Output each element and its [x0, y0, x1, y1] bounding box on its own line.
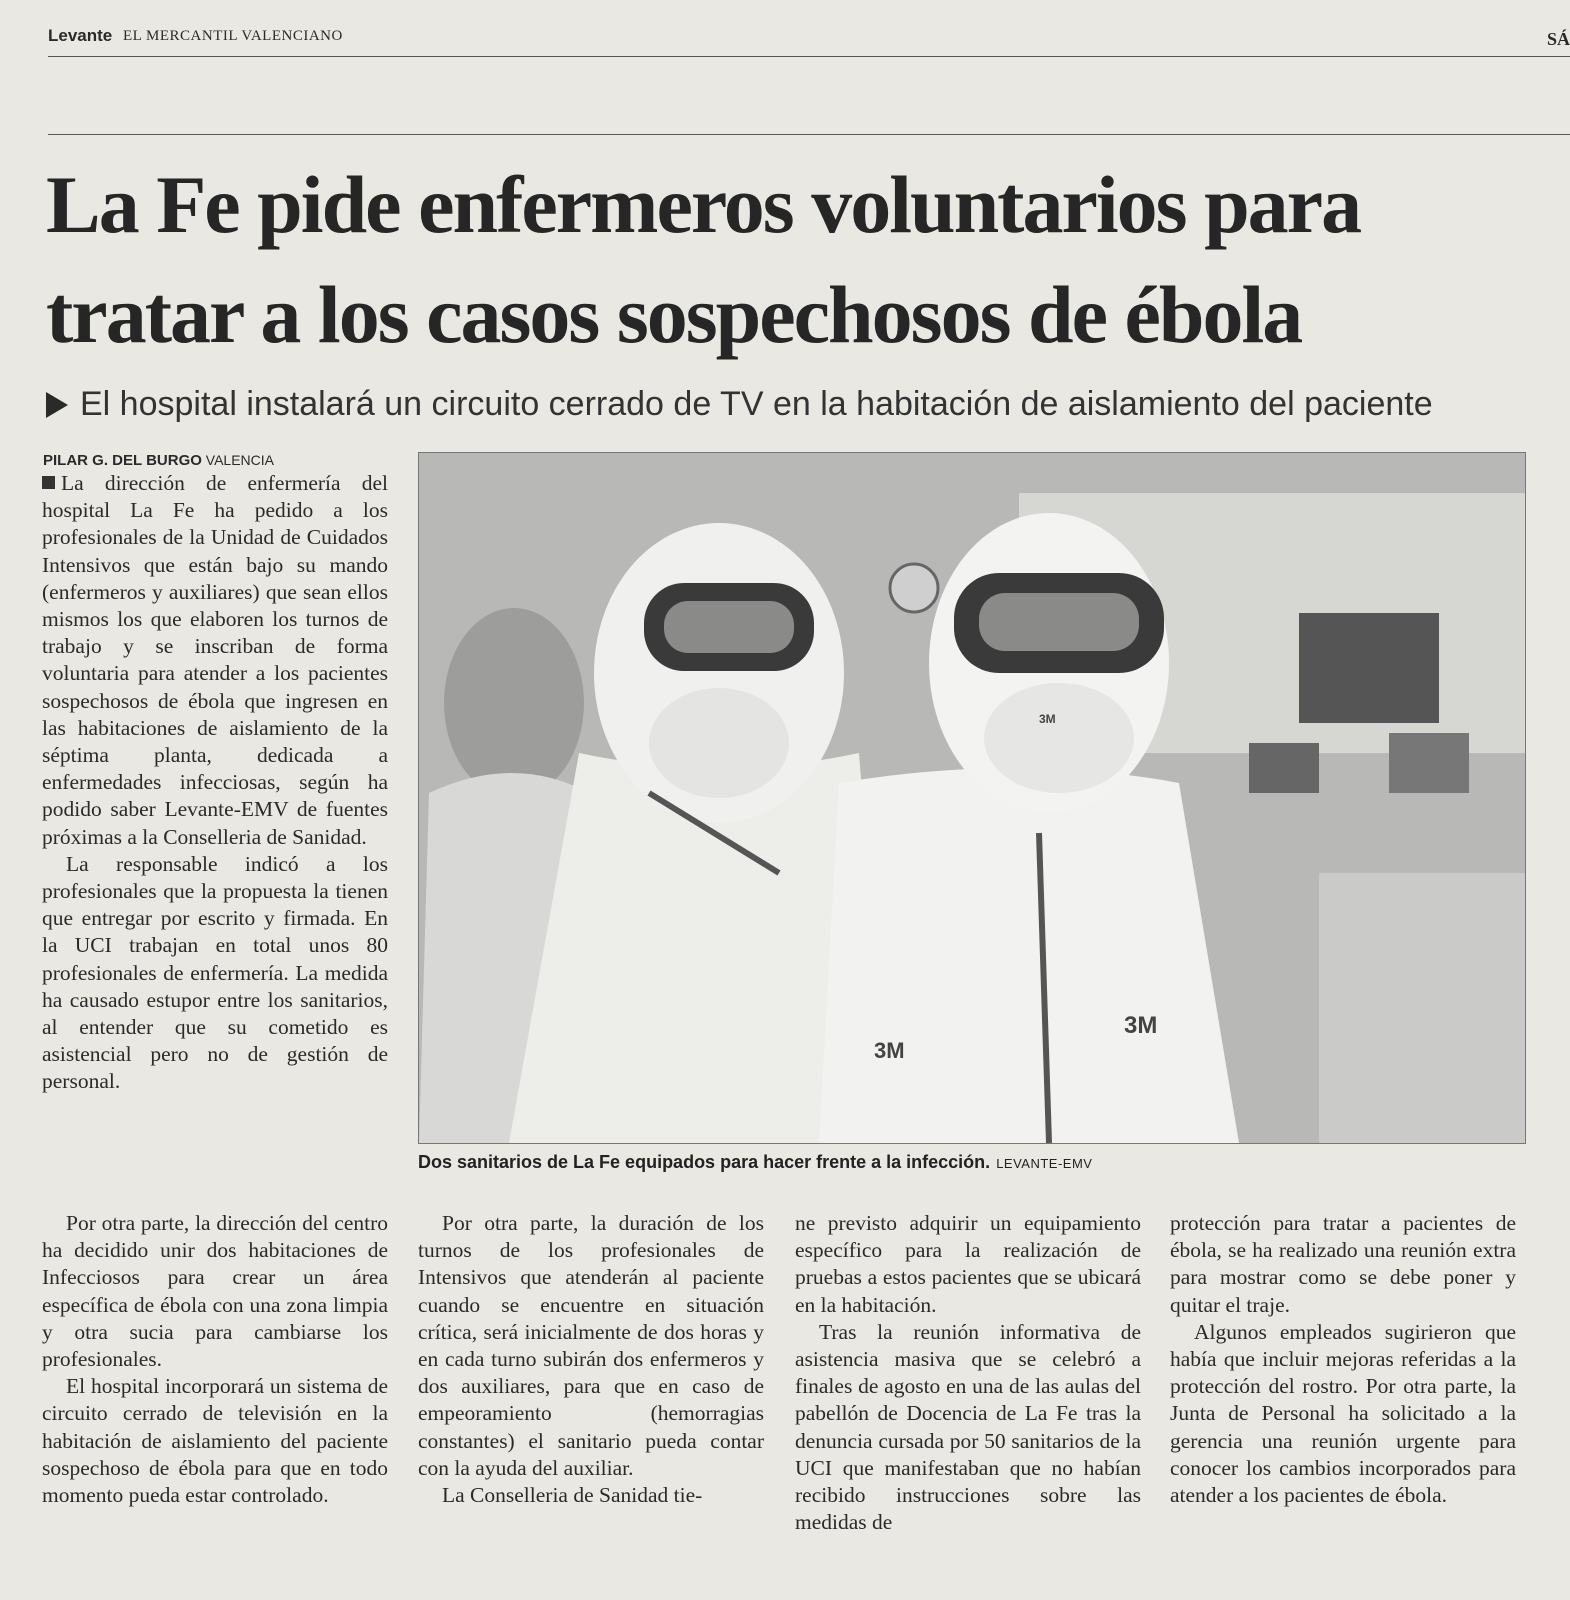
paragraph: El hospital incorporará un sistema de circuito cerrado de televisión en la habitación de aislamiento del paciente sospechoso de ébola para que en todo momento pueda estar controlado. — [42, 1374, 388, 1508]
dateline-location: VALENCIA — [205, 452, 275, 468]
wall-clock-icon — [890, 564, 938, 612]
paragraph: protección para tratar a pacientes de ébola, se ha realizado una reunión extra para mostrar como se debe poner y quitar el traje. — [1170, 1211, 1516, 1317]
article-column-1-bottom — [42, 1210, 388, 1509]
caption-text: Dos sanitarios de La Fe equipados para hacer frente a la infección. — [418, 1152, 991, 1172]
subheadline — [46, 385, 1546, 424]
byline — [43, 452, 274, 469]
lead-paragraph — [42, 470, 388, 851]
article-column-1 — [42, 470, 388, 1096]
mask-brand-label: 3M — [1039, 712, 1056, 726]
right-suit — [819, 768, 1239, 1143]
background-person — [444, 608, 584, 798]
header-divider — [48, 134, 1570, 135]
article-column-4 — [1170, 1210, 1516, 1509]
paragraph: La Conselleria de Sanidad tie- — [442, 1483, 703, 1508]
masthead-paper-name: EL MERCANTIL VALENCIANO — [123, 28, 343, 44]
paragraph: Por otra parte, la duración de los turnos de los profesionales de Intensivos que atenderán al paciente cuando se encuentre en situación crítica, será inicialmente de dos horas y en cada turno subirán dos enfermeros y dos auxiliares, para que en caso de empeoramiento (hemorragias constantes) el sanitario pueda contar con la ayuda del auxiliar. — [418, 1211, 764, 1480]
paragraph: Tras la reunión informativa de asistencia masiva que se celebró a finales de agosto en una de las aulas del pabellón de Docencia de La Fe tras la denuncia cursada por 50 sanitarios de la UCI que manifestaban que no habían recibido instrucciones sobre las medidas de — [795, 1319, 1141, 1535]
author-name: PILAR G. DEL BURGO — [43, 452, 202, 469]
masthead-brand: Levante — [48, 26, 113, 45]
article-photo — [418, 452, 1526, 1144]
lead-square-icon — [42, 476, 55, 489]
article-column-2 — [418, 1210, 764, 1509]
photo-illustration — [419, 453, 1525, 1143]
wall-monitor — [1299, 613, 1439, 723]
triangle-bullet-icon — [46, 392, 68, 418]
photo-credit: LEVANTE-EMV — [996, 1156, 1093, 1171]
masthead — [48, 26, 1570, 57]
article-column-3 — [795, 1210, 1141, 1536]
paragraph: ne previsto adquirir un equipamiento específico para la realización de pruebas a estos pacientes que se ubicará en la habitación. — [795, 1211, 1141, 1317]
suit-brand-label-left: 3M — [874, 1038, 905, 1063]
suit-brand-label-right: 3M — [1124, 1012, 1158, 1039]
headline: La Fe pide enfermeros voluntarios para tratar a los casos sospechosos de ébola — [46, 159, 1361, 360]
paragraph: La responsable indicó a los profesionales que la propuesta la tienen que entregar por escrito y firmada. En la UCI trabajan en total unos 80 profesionales de enfermería. La medida ha causado estupor entre los sanitarios, al entender que su cometido es asistencial pero no de gestión de personal. — [42, 851, 388, 1094]
paragraph: Por otra parte, la dirección del centro ha decidido unir dos habitaciones de Infecciosos para crear un área específica de ébola con una zona limpia y otra sucia para cambiarse los profesionales. — [42, 1211, 388, 1372]
lead-paragraph-text: La dirección de enfermería del hospital La Fe ha pedido a los profesionales de la Unidad de Cuidados Intensivos que están bajo su mando (enfermeros y auxiliares) que sean ellos mismos los que elaboren los turnos de trabajo y se inscriban de forma voluntaria para atender a los pacientes sospechosos de ébola que ingresen en las habitaciones de aislamiento de la séptima planta, dedicada a enfermedades infecciosas, según ha podido saber Levante-EMV de fuentes próximas a la Conselleria de Sanidad. — [42, 471, 388, 849]
subheadline-text: El hospital instalará un circuito cerrado de TV en la habitación de aislamiento del paciente — [80, 385, 1433, 423]
masthead-section: SÁ — [1546, 29, 1570, 49]
paragraph: Algunos empleados sugirieron que había que incluir mejoras referidas a la protección del rostro. Por otra parte, la Junta de Personal ha solicitado a la gerencia una reunión urgente para conocer los cambios incorporados para atender a los pacientes de ébola. — [1170, 1319, 1516, 1508]
photo-caption — [418, 1152, 1528, 1173]
